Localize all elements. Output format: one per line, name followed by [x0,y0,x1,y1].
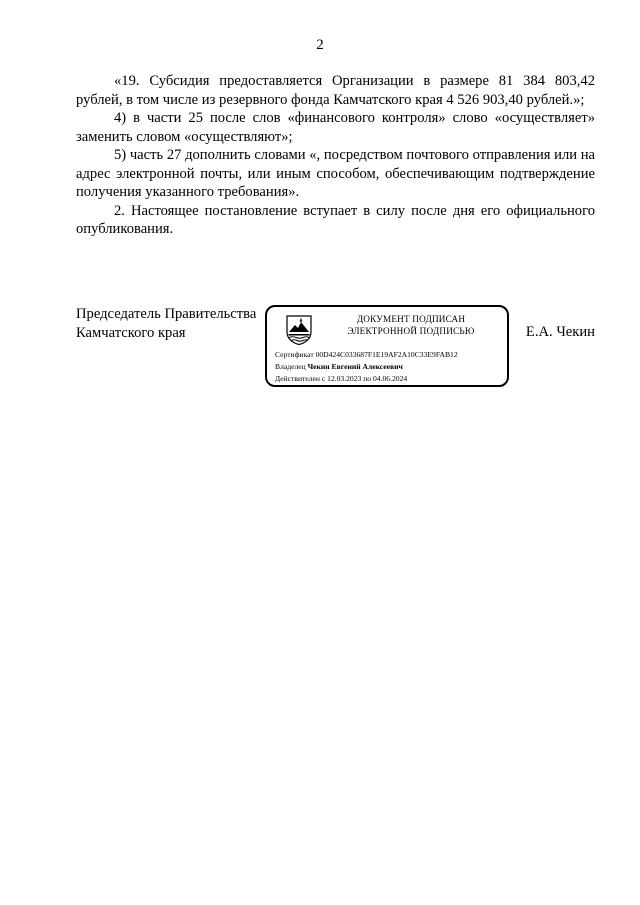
paragraph-item-5: 5) часть 27 дополнить словами «, посредством почтового отправления или на адрес электронной почты, или иным способом, обеспечивающим подтверждение получения указанного требования». [76,147,595,200]
signatory-position [76,305,256,342]
signatory-name: Е.А. Чекин [525,324,595,340]
kamchatka-coat-of-arms-icon [286,315,312,345]
signatory-position-line2: Камчатского края [76,324,186,341]
stamp-valid-to: 04.06.2024 [373,374,408,383]
stamp-owner-label: Владелец [275,362,306,371]
stamp-title-line2: ЭЛЕКТРОННОЙ ПОДПИСЬЮ [347,326,475,336]
stamp-title-line1: ДОКУМЕНТ ПОДПИСАН [356,314,466,324]
stamp-certificate-row [275,350,458,360]
paragraph-subsidy: «19. Субсидия предоставляется Организации в размере 81 384 803,42 рублей, в том числе из резервного фонда Камчатского края 4 526 903,40 рублей.»; [76,73,595,108]
electronic-signature-stamp [265,305,509,387]
stamp-validity-row [275,374,407,384]
document-body [76,72,595,239]
stamp-title [323,313,499,337]
stamp-certificate-value: 00D424C033687F1E19AF2A10C33E9FAB12 [315,350,458,359]
stamp-validity-to-label: по [363,374,372,383]
paragraph-entry-into-force: 2. Настоящее постановление вступает в силу после дня его официального опубликования. [76,202,595,237]
stamp-valid-from: 12.03.2023 [327,374,362,383]
stamp-validity-label: Действителен с [275,374,326,383]
signatory-position-line1: Председатель Правительства [76,306,257,322]
paragraph-item-4: 4) в части 25 после слов «финансового контроля» слово «осуществляет» заменить словом «осуществляют»; [76,110,595,145]
page-number: 2 [316,37,324,53]
stamp-owner-value: Чекин Евгений Алексеевич [307,362,403,371]
stamp-certificate-label: Сертификат [275,350,314,359]
stamp-owner-row [275,362,403,372]
